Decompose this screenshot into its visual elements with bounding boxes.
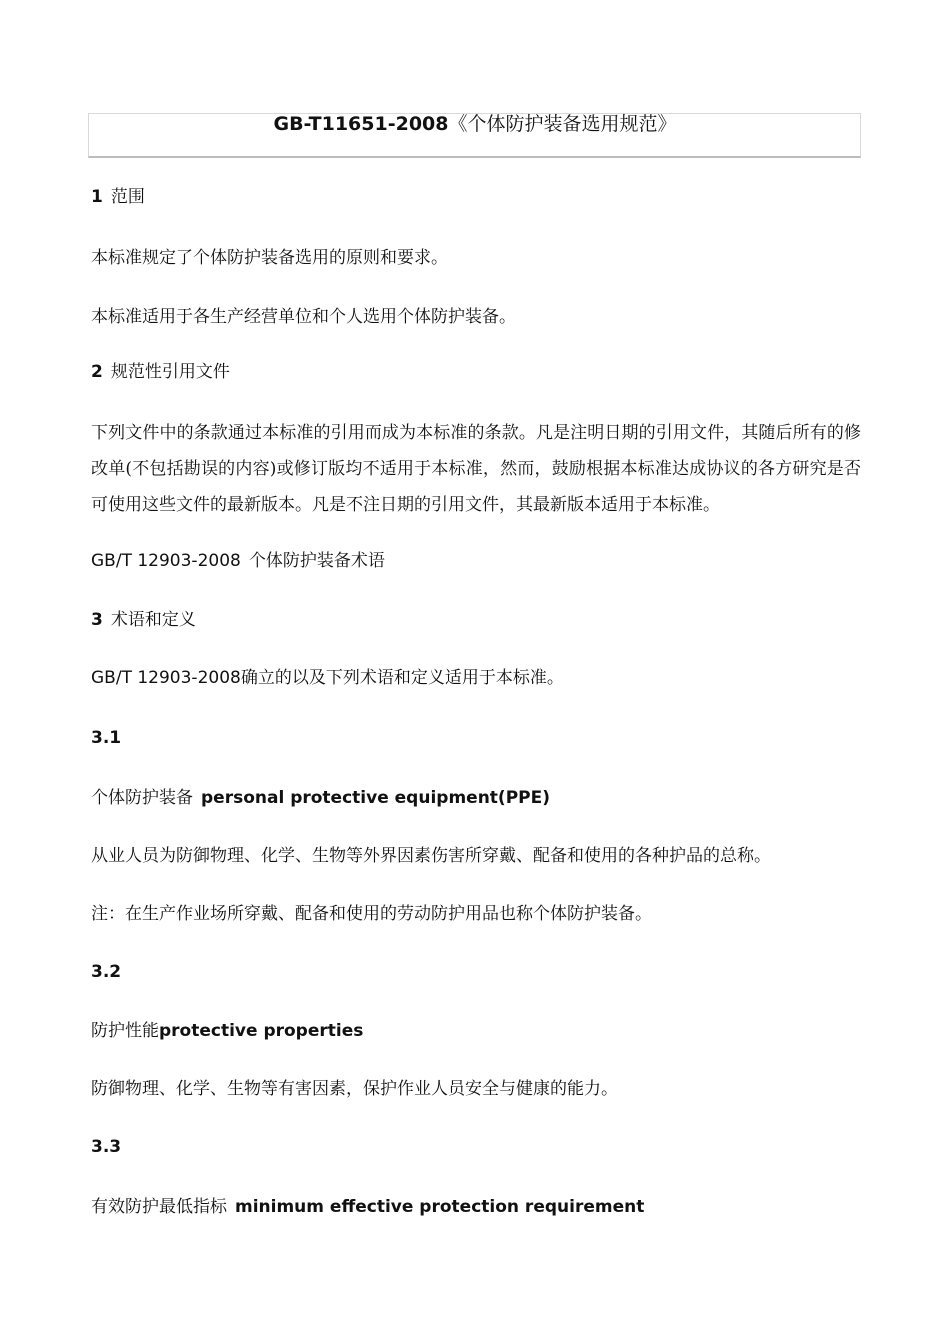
paragraph-text: 确立的以及下列术语和定义适用于本标准。	[240, 668, 564, 688]
term-definition: 防御物理、化学、生物等有害因素，保护作业人员安全与健康的能力。	[91, 1079, 618, 1099]
term-number: 3.1	[91, 728, 122, 748]
paragraph: 下列文件中的条款通过本标准的引用而成为本标准的条款。凡是注明日期的引用文件，其随后所有的修改单(不包括勘误的内容)或修订版均不适用于本标准，然而，鼓励根据本标准达成协议的各方研究是否可使用这些文件的最新版本。凡是不注日期的引用文件，其最新版本适用于本标准。	[91, 423, 861, 515]
term-zh: 有效防护最低指标	[91, 1197, 227, 1217]
term-en: personal protective equipment(PPE)	[201, 788, 550, 808]
reference-code: GB/T 12903-2008	[91, 668, 241, 688]
reference-item	[91, 550, 385, 572]
section-number: 2	[91, 362, 103, 382]
term-en: minimum effective protection requirement	[235, 1197, 645, 1217]
paragraph: 本标准适用于各生产经营单位和个人选用个体防护装备。	[91, 307, 516, 327]
section-title: 术语和定义	[110, 610, 196, 630]
term-number: 3.2	[91, 962, 122, 982]
title-name: 《个体防护装备选用规范》	[448, 113, 677, 135]
paragraph	[91, 667, 564, 689]
section-1-heading	[91, 186, 145, 208]
section-number: 3	[91, 610, 103, 630]
section-title: 规范性引用文件	[110, 362, 230, 382]
reference-title: 个体防护装备术语	[248, 551, 385, 571]
term-definition: 从业人员为防御物理、化学、生物等外界因素伤害所穿戴、配备和使用的各种护品的总称。	[91, 846, 771, 866]
reference-code: GB/T 12903-2008	[91, 551, 241, 571]
term-zh: 防护性能	[91, 1021, 159, 1041]
term-title	[91, 1020, 363, 1042]
term-number: 3.3	[91, 1137, 122, 1157]
document-title	[0, 112, 950, 136]
section-3-heading	[91, 609, 196, 631]
term-title	[91, 1196, 644, 1218]
section-2-heading	[91, 361, 230, 383]
title-code: GB-T11651-2008	[273, 113, 449, 135]
term-zh: 个体防护装备	[91, 788, 193, 808]
term-title	[91, 787, 550, 809]
term-en: protective properties	[159, 1021, 364, 1041]
section-title: 范围	[110, 187, 145, 207]
section-number: 1	[91, 187, 103, 207]
term-note: 注：在生产作业场所穿戴、配备和使用的劳动防护用品也称个体防护装备。	[91, 904, 652, 924]
paragraph: 本标准规定了个体防护装备选用的原则和要求。	[91, 248, 448, 268]
